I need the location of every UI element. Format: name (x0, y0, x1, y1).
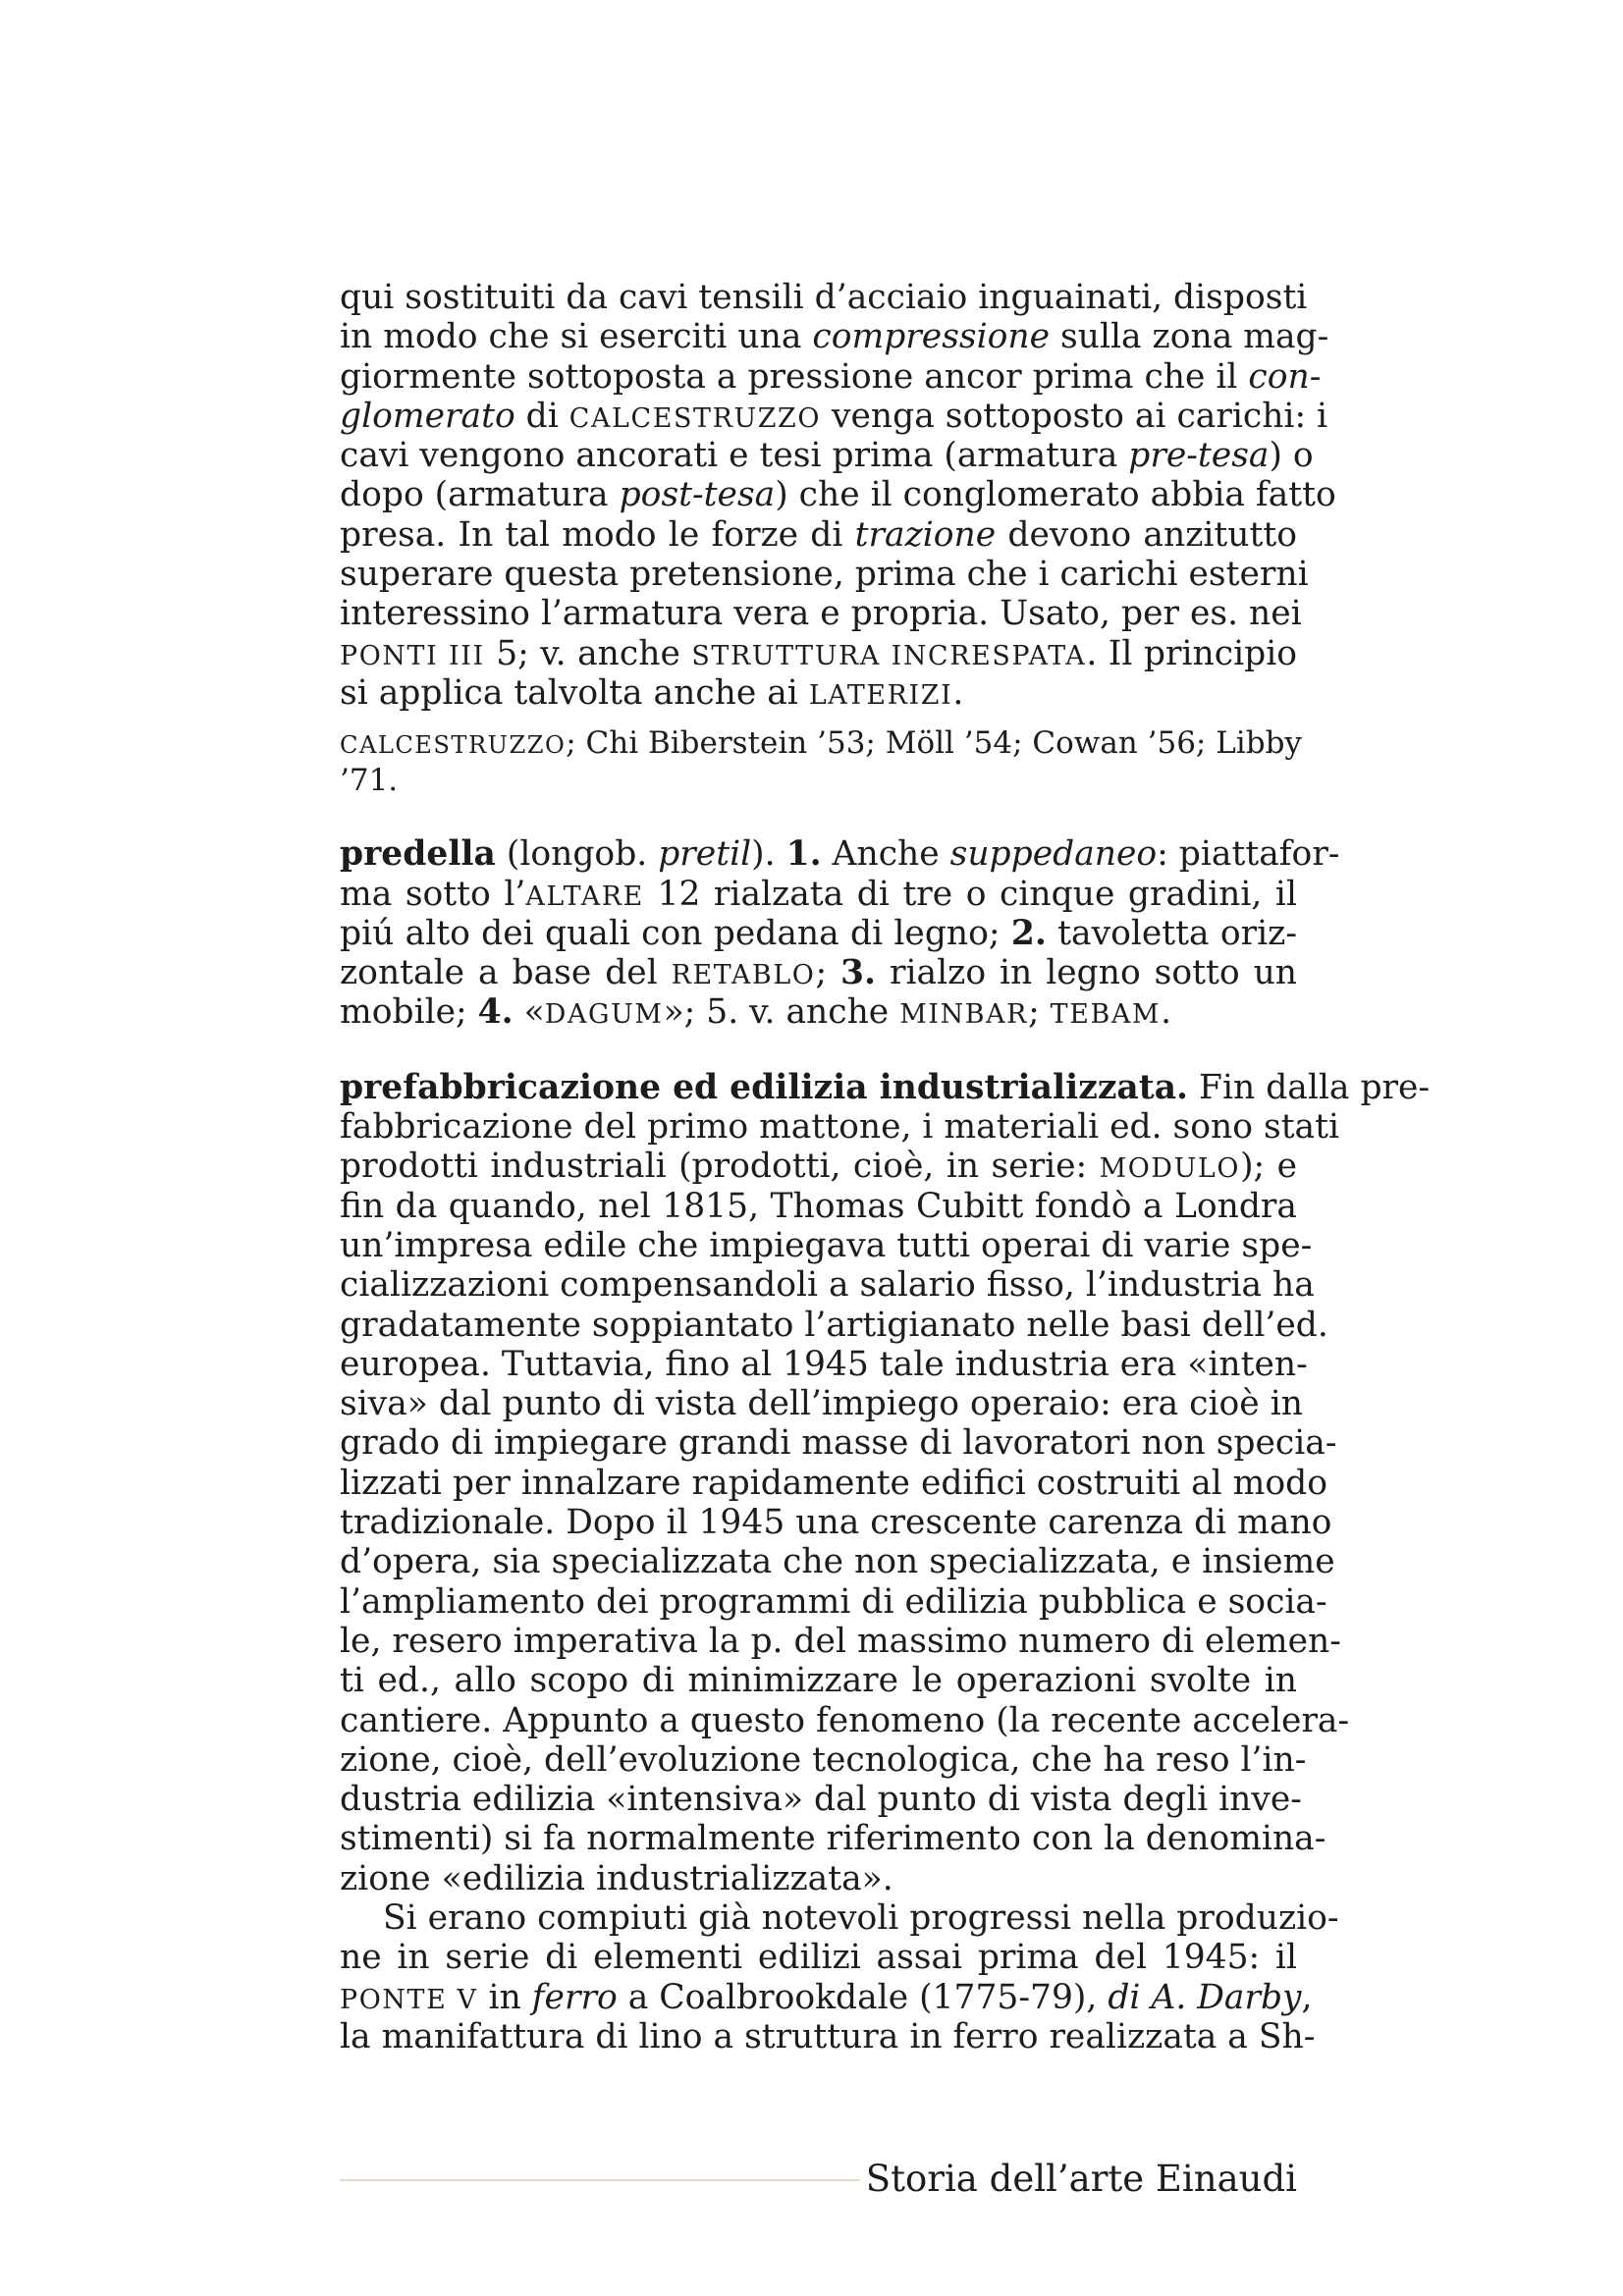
text-line: piú alto dei quali con pedana di legno; 2. tavoletta oriz- (340, 913, 1297, 953)
cross-reference: LATERIZI (808, 679, 953, 711)
entry-headword: prefabbricazione ed edilizia industrializzata. (340, 1067, 1189, 1107)
text-line: la manifattura di lino a struttura in ferro realizzata a Sh- (340, 2016, 1316, 2056)
cross-reference: CALCESTRUZZO (568, 402, 822, 434)
text-line: prodotti industriali (prodotti, cioè, in serie: MODULO); e (340, 1147, 1297, 1187)
publication-title: Storia dell’arte Einaudi (865, 2158, 1297, 2200)
text-line: interessino l’armatura vera e propria. Usato, per es. nei (340, 594, 1302, 634)
entry-prefabbricazione (340, 1067, 1431, 1898)
text-line: PONTE V in ferro a Coalbrookdale (1775-79), di A. Darby, (340, 1977, 1313, 2017)
text-line: cantiere. Appunto a questo fenomeno (la recente accelera- (340, 1700, 1350, 1740)
text-line: lizzati per innalzare rapidamente edifici costruiti al modo (340, 1463, 1327, 1503)
cross-reference: PONTI III (340, 640, 485, 671)
bibliography-references (340, 724, 1302, 799)
paragraph-armatura (340, 278, 1336, 713)
cross-reference: RETABLO (671, 960, 816, 991)
text-line: superare questa pretensione, prima che i carichi esterni (340, 555, 1309, 595)
text-line: cializzazioni compensandoli a salario fisso, l’industria ha (340, 1265, 1315, 1306)
text-line: prefabbricazione ed edilizia industrializzata. Fin dalla pre- (340, 1067, 1431, 1107)
text-line: europea. Tuttavia, fino al 1945 tale industria era «inten- (340, 1344, 1308, 1384)
text-line: fin da quando, nel 1815, Thomas Cubitt fondò a Londra (340, 1186, 1297, 1226)
text-line: predella (longob. pretil). 1. Anche suppedaneo: piattafor- (340, 834, 1340, 875)
text-line: glomerato di CALCESTRUZZO venga sottoposto ai carichi: i (340, 396, 1328, 436)
cross-reference: PONTE V (340, 1984, 478, 2015)
text-line: tradizionale. Dopo il 1945 una crescente carenza di mano (340, 1503, 1332, 1543)
entry-predella (340, 834, 1340, 1033)
text-line: zontale a base del RETABLO; 3. rialzo in legno sotto un (340, 953, 1298, 993)
text-line: cavi vengono ancorati e tesi prima (armatura pre-tesa) o (340, 436, 1314, 476)
text-line: dustria edilizia «intensiva» dal punto di vista degli inve- (340, 1780, 1302, 1820)
text-line: ’71. (340, 763, 399, 799)
text-line: zione «edilizia industrializzata». (340, 1858, 893, 1898)
text-line: ti ed., allo scopo di minimizzare le operazioni svolte in (340, 1661, 1297, 1701)
cross-reference: TEBAM (1050, 999, 1162, 1031)
text-line: zione, cioè, dell’evoluzione tecnologica, che ha reso l’in- (340, 1739, 1307, 1780)
text-line: qui sostituiti da cavi tensili d’acciaio inguainati, disposti (340, 278, 1308, 317)
text-line: gradatamente soppiantato l’artigianato nelle basi dell’ed. (340, 1305, 1328, 1345)
cross-reference: ALTARE (525, 881, 644, 912)
page-footer (340, 2155, 1297, 2204)
cross-reference: MINBAR (899, 999, 1029, 1031)
text-line: stimenti) si fa normalmente riferimento con la denomina- (340, 1819, 1326, 1859)
text-line: ma sotto l’ALTARE 12 rialzata di tre o cinque gradini, il (340, 874, 1297, 914)
text-line: l’ampliamento dei programmi di edilizia pubblica e socia- (340, 1581, 1327, 1622)
paragraph-progressi (340, 1897, 1339, 2056)
cross-reference: MODULO (1099, 1153, 1241, 1185)
text-line: fabbricazione del primo mattone, i materiali ed. sono stati (340, 1107, 1340, 1148)
cross-reference: CALCESTRUZZO (340, 731, 567, 760)
text-line: giormente sottoposta a pressione ancor prima che il con- (340, 356, 1322, 397)
text-line: CALCESTRUZZO; Chi Biberstein ’53; Möll ’54; Cowan ’56; Libby (340, 725, 1302, 762)
entry-headword: predella (340, 834, 496, 875)
text-line: PONTI III 5; v. anche STRUTTURA INCRESPATA. Il principio (340, 633, 1298, 673)
document-body (340, 278, 1431, 2056)
text-line: grado di impiegare grandi masse di lavoratori non specia- (340, 1423, 1337, 1464)
text-line: siva» dal punto di vista dell’impiego operaio: era cioè in (340, 1384, 1303, 1424)
text-line: dopo (armatura post-tesa) che il conglomerato abbia fatto (340, 475, 1336, 515)
text-line: ne in serie di elementi edilizi assai prima del 1945: il (340, 1938, 1297, 1978)
text-line: un’impresa edile che impiegava tutti operai di varie spe- (340, 1225, 1313, 1265)
footer-rule (340, 2179, 860, 2181)
text-line: d’opera, sia specializzata che non specializzata, e insieme (340, 1542, 1335, 1582)
cross-reference: STRUTTURA INCRESPATA (691, 640, 1087, 671)
text-line: si applica talvolta anche ai LATERIZI. (340, 672, 964, 713)
text-line: in modo che si eserciti una compressione sulla zona mag- (340, 317, 1329, 357)
text-line: Si erano compiuti già notevoli progressi nella produzio- (383, 1897, 1339, 1938)
text-line: presa. In tal modo le forze di trazione devono anzitutto (340, 514, 1297, 555)
text-line: mobile; 4. «DAGUM»; 5. v. anche MINBAR; TEBAM. (340, 992, 1172, 1033)
cross-reference: DAGUM (544, 999, 664, 1031)
text-line: le, resero imperativa la p. del massimo numero di elemen- (340, 1621, 1341, 1661)
